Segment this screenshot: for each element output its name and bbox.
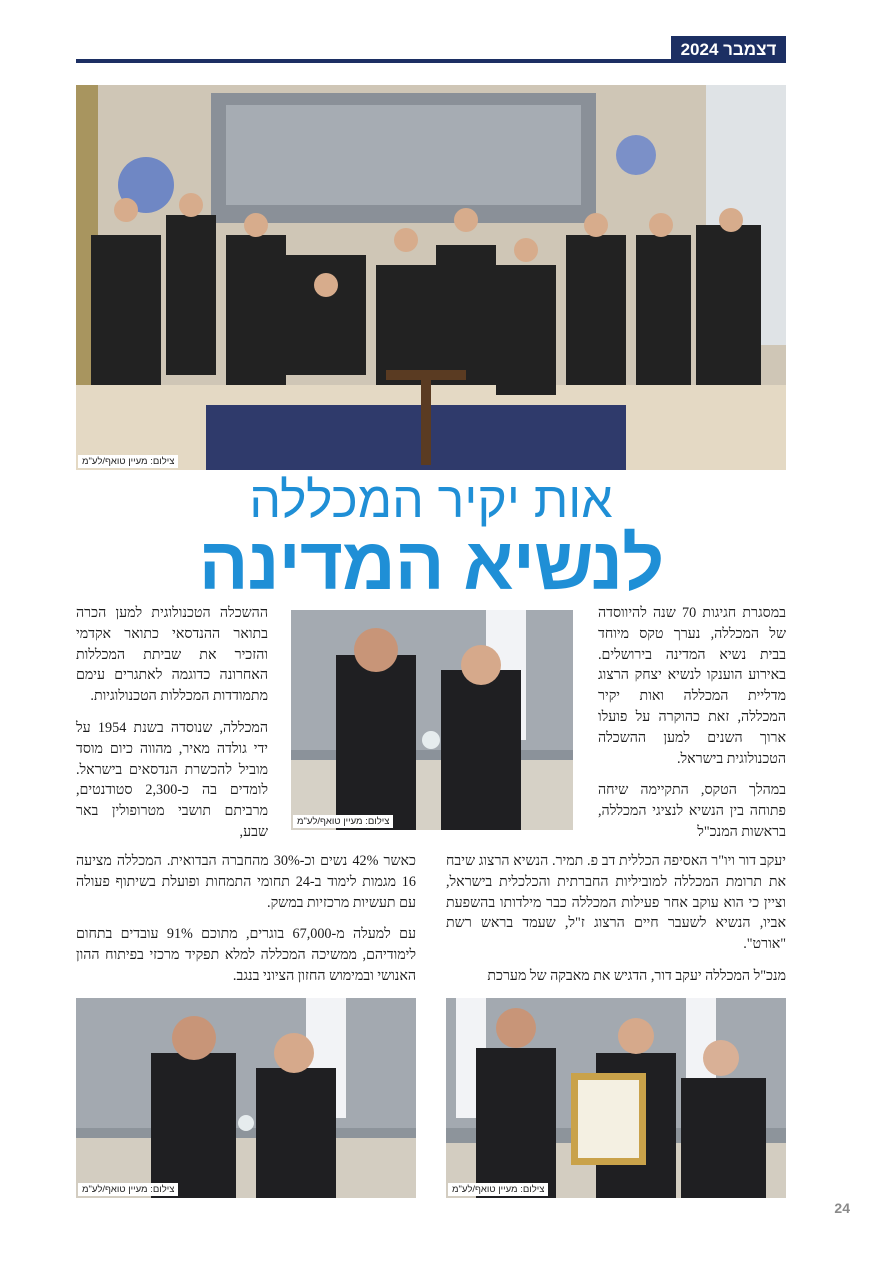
issue-date: דצמבר 2024: [671, 36, 786, 63]
paragraph: כאשר 42% נשים וכ-30% מהחברה הבדואית. המכללה מציעה 16 מגמות לימוד ב-24 תחומי התמחות ופועלת בשיתוף פעולה עם תעשיות מרכזיות במשק.: [76, 853, 416, 911]
text-column-left-wide: [76, 851, 416, 987]
bottom-right-photo: [446, 998, 786, 1198]
text-column-left: [76, 603, 268, 843]
photo-credit: צילום: מעיין טואף/לע"מ: [293, 815, 393, 828]
paragraph: מנכ"ל המכללה יעקב דור, הדגיש את מאבקה של מערכת: [487, 967, 786, 984]
text-column-right: [598, 603, 786, 843]
photo-credit: צילום: מעיין טואף/לע"מ: [448, 1183, 548, 1196]
photo-credit: צילום: מעיין טואף/לע"מ: [78, 455, 178, 468]
headline-line2: לנשיא המדינה: [198, 522, 664, 605]
paragraph: במסגרת חגיגות 70 שנה להיווסדה של המכללה, נערך טקס מיוחד בבית נשיא המדינה בירושלים. באירוע הוענקו לנשיא יצחק הרצוג מדליית המכללה ואות יקיר המכללה, זאת כהוקרה על פועלו ארוך השנים למען ההשכלה הטכנולוגית בישראל.: [598, 605, 787, 767]
paragraph: יעקב דור ויו"ר האסיפה הכללית דב פ. תמיר. הנשיא הרצוג שיבח את תרומת המכללה למוביליות החברתית והכלכלית בישראל, וציין כי הוא עוקב אחר פעילות המכללה כבר מילדותו בהשפעת אביו, הנשיא לשעבר חיים הרצוג ז"ל, שעמד בראש רשת "אורט".: [446, 853, 786, 953]
paragraph: עם למעלה מ-67,000 בוגרים, מתוכם 91% עובדים בתחום לימודיהם, ממשיכה המכללה למלא תפקיד מרכזי בפיתוח ההון האנושי ובמימוש החזון הציוני בנגב.: [76, 926, 416, 984]
paragraph: המכללה, שנוסדה בשנת 1954 על ידי גולדה מאיר, מהווה כיום מוסד מוביל להכשרת הנדסאים בישראל. לומדים בה כ-2,300 סטודנטים, מרביתם תושבי מטרופולין באר שבע,: [76, 719, 269, 840]
handshake-photo: [291, 610, 573, 830]
paragraph: במהלך הטקס, התקיימה שיחה פתוחה בין הנשיא לנציגי המכללה, בראשות המנכ"ל: [598, 782, 786, 840]
headline-line1: אות יקיר המכללה: [249, 472, 613, 528]
group-photo: [76, 85, 786, 470]
photo-credit: צילום: מעיין טואף/לע"מ: [78, 1183, 178, 1196]
page-number: 24: [834, 1200, 850, 1216]
paragraph: ההשכלה הטכנולוגית למען הכרה בתואר ההנדסאי כתואר אקדמי והזכיר את שביתת המכללות האחרונה כדוגמה לאתגרים עימם מתמודדות המכללות הטכנולוגיות.: [76, 605, 268, 705]
text-column-right-wide: [446, 851, 786, 987]
bottom-left-photo: [76, 998, 416, 1198]
